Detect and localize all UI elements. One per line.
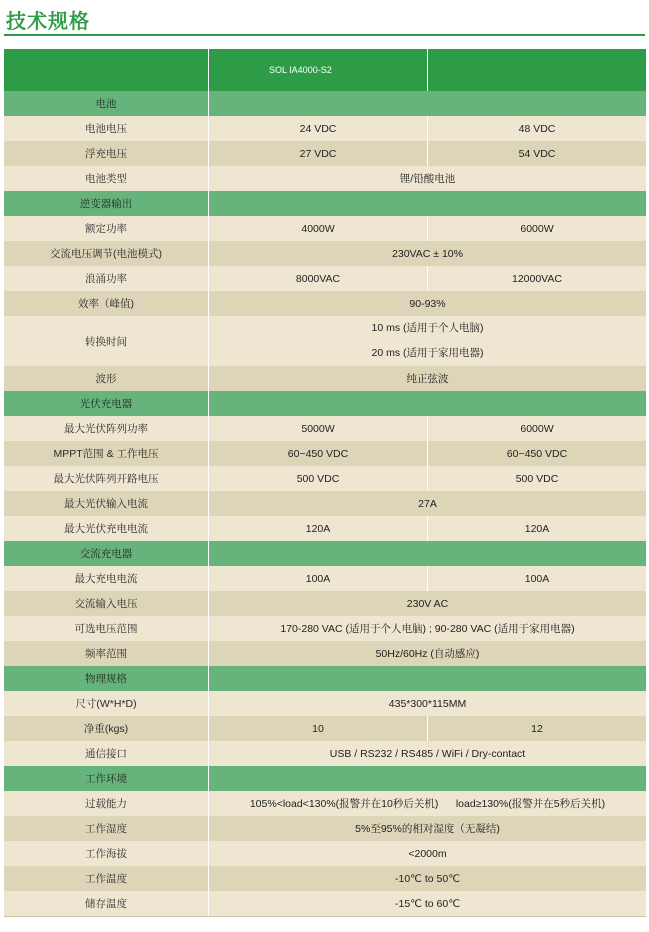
row-label: 交流电压调节(电池模式) [4, 241, 209, 266]
value-model-2: 48 VDC [427, 116, 646, 141]
value-model-1: 120A [305, 522, 331, 535]
table-row-ac-charge-current [4, 566, 646, 591]
value-model-1: 5000W [301, 422, 335, 435]
row-label: 浪涌功率 [4, 266, 209, 291]
table-row-battery-voltage [4, 116, 646, 141]
section-label: 逆变器输出 [4, 191, 209, 216]
row-label: 可选电压范围 [4, 616, 209, 641]
table-row-frequency-range [4, 641, 646, 666]
value-model-2: 500 VDC [427, 466, 646, 491]
table-row-overload [4, 791, 646, 816]
section-label: 物理规格 [4, 666, 209, 691]
row-label: 工作海拔 [4, 841, 209, 866]
table-row-altitude [4, 841, 646, 866]
table-row-float-voltage [4, 141, 646, 166]
table-row-ac-input-voltage [4, 591, 646, 616]
section-battery [4, 91, 646, 116]
value-model-1: 500 VDC [296, 472, 340, 485]
value-shared: 435*300*115MM [388, 697, 467, 710]
table-row-operating-temp [4, 866, 646, 891]
section-label: 工作环境 [4, 766, 209, 791]
value-model-1: 4000W [301, 222, 335, 235]
value-shared: 50Hz/60Hz (自动感应) [375, 648, 480, 660]
value-shared: <2000m [408, 847, 447, 860]
value-model-1: 60~450 VDC [287, 447, 349, 460]
value-model-2: 100A [427, 566, 646, 591]
value-shared: 5%至95%的相对湿度（无凝结) [355, 823, 500, 835]
spec-table [4, 49, 646, 917]
table-row-surge-power [4, 266, 646, 291]
row-label: 最大光伏输入电流 [4, 491, 209, 516]
row-label: 频率范围 [4, 641, 209, 666]
value-shared: -10℃ to 50℃ [394, 872, 461, 885]
value-shared: 230V AC [406, 597, 449, 610]
row-label: 交流输入电压 [4, 591, 209, 616]
value-model-1: 27 VDC [299, 147, 337, 160]
row-label: 电池类型 [4, 166, 209, 191]
table-row-pv-open-circuit [4, 466, 646, 491]
row-label: 过载能力 [4, 791, 209, 816]
value-shared [209, 316, 646, 366]
value-model-2: 6000W [427, 216, 646, 241]
table-row-battery-type [4, 166, 646, 191]
value-model-1: 10 [312, 722, 324, 735]
value-shared: 105%<load<130%(报警并在10秒后关机) load≥130%(报警并在5秒后关机) [249, 798, 606, 810]
row-label: 额定功率 [4, 216, 209, 241]
model-name-2 [427, 49, 646, 91]
row-label: 最大光伏充电电流 [4, 516, 209, 541]
table-row-mppt-range [4, 441, 646, 466]
value-model-1: 100A [305, 572, 331, 585]
value-model-1: 8000VAC [295, 272, 341, 285]
value-shared: 170-280 VAC (适用于个人电脑) ; 90-280 VAC (适用于家用电器) [280, 623, 575, 635]
value-shared: 90-93% [409, 297, 446, 310]
table-row-pv-max-power [4, 416, 646, 441]
row-label: 效率（峰值) [4, 291, 209, 316]
value-model-2: 54 VDC [427, 141, 646, 166]
row-label: 工作温度 [4, 866, 209, 891]
row-label: MPPT范围 & 工作电压 [4, 441, 209, 466]
table-row-waveform [4, 366, 646, 391]
transfer-time-pc: 10 ms (适用于个人电脑) [371, 322, 484, 334]
section-label: 光伏充电器 [4, 391, 209, 416]
row-label: 净重(kgs) [4, 716, 209, 741]
section-physical [4, 666, 646, 691]
value-shared: 230VAC ± 10% [392, 247, 463, 260]
value-shared: USB / RS232 / RS485 / WiFi / Dry-contact [329, 747, 526, 760]
table-row-humidity [4, 816, 646, 841]
table-row-rated-power [4, 216, 646, 241]
table-row-ac-regulation [4, 241, 646, 266]
row-label: 浮充电压 [4, 141, 209, 166]
value-shared: 纯正弦波 [406, 373, 449, 385]
table-row-net-weight [4, 716, 646, 741]
row-label: 最大充电电流 [4, 566, 209, 591]
value-shared: -15℃ to 60℃ [394, 897, 461, 910]
row-label: 通信接口 [4, 741, 209, 766]
row-label: 最大光伏阵列开路电压 [4, 466, 209, 491]
model-name: SOL IA4000-S2 [269, 65, 332, 75]
section-environment [4, 766, 646, 791]
value-model-2: 60~450 VDC [427, 441, 646, 466]
value-shared: 锂/铅酸电池 [399, 173, 456, 185]
section-label: 交流充电器 [4, 541, 209, 566]
page-title: 技术规格 [6, 11, 90, 33]
row-label: 波形 [4, 366, 209, 391]
section-inverter-output [4, 191, 646, 216]
value-model-2: 12 [427, 716, 646, 741]
transfer-time-appliance: 20 ms (适用于家用电器) [371, 347, 484, 359]
row-label: 最大光伏阵列功率 [4, 416, 209, 441]
row-label: 尺寸(W*H*D) [4, 691, 209, 716]
table-row-pv-input-current [4, 491, 646, 516]
section-pv-charger [4, 391, 646, 416]
row-label: 转换时间 [4, 316, 209, 366]
section-ac-charger [4, 541, 646, 566]
table-row-pv-charge-current [4, 516, 646, 541]
table-row-efficiency [4, 291, 646, 316]
row-label: 工作湿度 [4, 816, 209, 841]
table-row-storage-temp [4, 891, 646, 916]
table-row-transfer-time [4, 316, 646, 366]
header-label-cell [4, 49, 209, 91]
table-row-voltage-range [4, 616, 646, 641]
value-model-2: 6000W [427, 416, 646, 441]
value-model-1: 24 VDC [299, 122, 337, 135]
section-label: 电池 [4, 91, 209, 116]
value-shared: 27A [418, 497, 437, 510]
table-row-comm-interface [4, 741, 646, 766]
table-header-row [4, 49, 646, 91]
title-divider [4, 34, 645, 36]
value-model-2: 120A [427, 516, 646, 541]
row-label: 储存温度 [4, 891, 209, 916]
value-model-2: 12000VAC [427, 266, 646, 291]
table-row-dimensions [4, 691, 646, 716]
row-label: 电池电压 [4, 116, 209, 141]
